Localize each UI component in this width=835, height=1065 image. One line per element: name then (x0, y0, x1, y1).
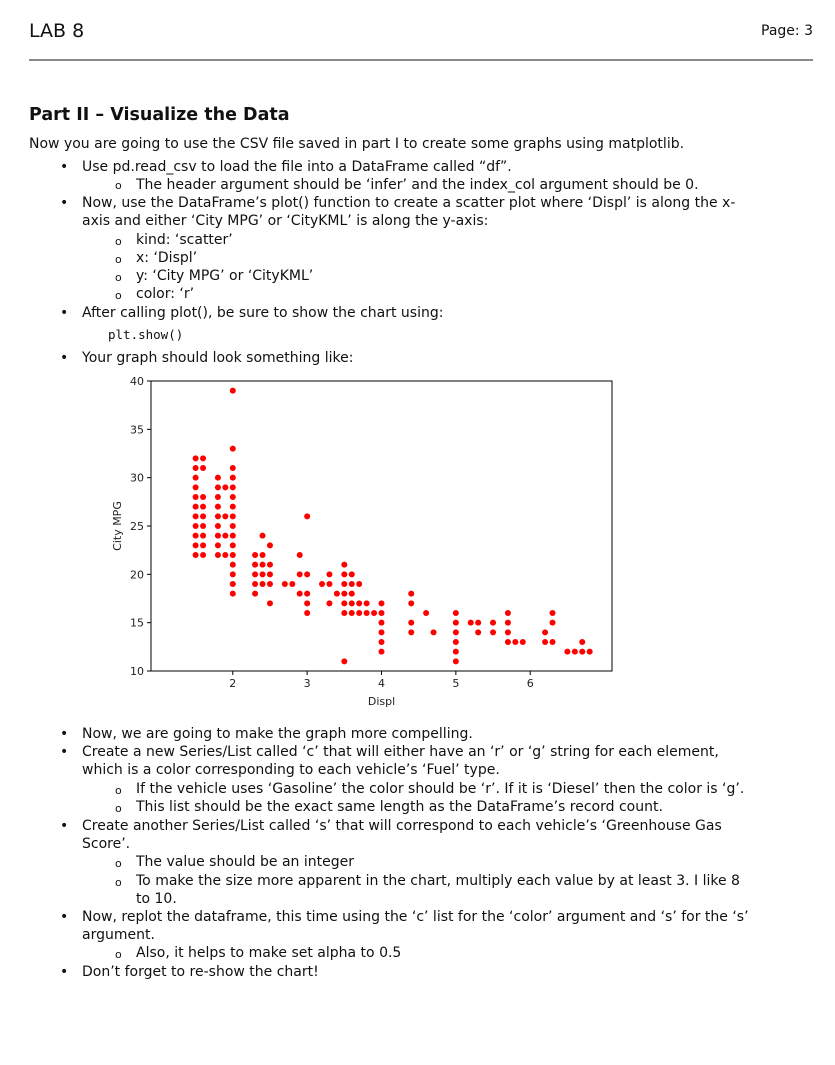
x-tick-label: 6 (526, 677, 534, 690)
data-point (252, 562, 258, 568)
data-point (326, 581, 332, 587)
data-point (579, 649, 585, 655)
data-point (542, 639, 548, 645)
data-point (341, 562, 347, 568)
data-point (230, 542, 236, 548)
data-point (215, 475, 221, 481)
data-point (379, 629, 385, 635)
data-point (326, 600, 332, 606)
data-point (193, 552, 199, 558)
x-tick-label: 5 (452, 677, 460, 690)
data-point (267, 562, 273, 568)
data-point (230, 533, 236, 539)
data-point (453, 629, 459, 635)
data-point (341, 571, 347, 577)
x-axis-label: Displ (367, 695, 396, 708)
data-point (505, 610, 511, 616)
arg-y: y: ‘City MPG’ or ‘CityKML’ (136, 268, 314, 284)
data-point (200, 542, 206, 548)
data-point (475, 620, 481, 626)
sub-bullet-marker: o (115, 289, 122, 302)
data-point (289, 581, 295, 587)
data-point (379, 600, 385, 606)
data-point (230, 475, 236, 481)
bullet-marker: • (60, 305, 69, 321)
data-point (453, 639, 459, 645)
data-point (542, 629, 548, 635)
data-point (267, 571, 273, 577)
header-title: LAB 8 (29, 20, 85, 42)
data-point (356, 610, 362, 616)
sub-bullet-marker: o (115, 179, 122, 192)
data-point (490, 629, 496, 635)
data-point (304, 571, 310, 577)
data-point (215, 542, 221, 548)
sub-bullet-marker: o (115, 857, 122, 870)
data-point (193, 475, 199, 481)
data-point (282, 581, 288, 587)
data-point (193, 542, 199, 548)
instruction-series-c-cont: which is a color corresponding to each vehicle’s ‘Fuel’ type. (82, 762, 500, 778)
data-point (379, 620, 385, 626)
instruction-gasoline: If the vehicle uses ‘Gasoline’ the color should be ‘r’. If it is ‘Diesel’ then the color is ‘g’. (136, 781, 745, 797)
data-point (490, 620, 496, 626)
arg-color: color: ‘r’ (136, 286, 195, 302)
data-point (193, 455, 199, 461)
data-point (222, 552, 228, 558)
instruction-series-c: Create a new Series/List called ‘c’ that will either have an ‘r’ or ‘g’ string for each element, (82, 744, 719, 760)
data-point (193, 513, 199, 519)
data-point (252, 581, 258, 587)
data-point (304, 513, 310, 519)
data-point (252, 591, 258, 597)
bullet-marker: • (60, 159, 69, 175)
instruction-multiply: To make the size more apparent in the chart, multiply each value by at least 3. I like 8 (136, 873, 740, 889)
section-title: Part II – Visualize the Data (29, 105, 290, 125)
data-point (230, 571, 236, 577)
data-point (215, 494, 221, 500)
data-point (408, 591, 414, 597)
data-point (356, 600, 362, 606)
data-point (200, 523, 206, 529)
data-point (230, 552, 236, 558)
data-point (408, 629, 414, 635)
data-point (222, 533, 228, 539)
data-point (564, 649, 570, 655)
instruction-series-s-cont: Score’. (82, 836, 131, 852)
data-point (304, 600, 310, 606)
instruction-graph-look: Your graph should look something like: (82, 350, 354, 366)
data-point (230, 504, 236, 510)
data-point (349, 600, 355, 606)
data-point (579, 639, 585, 645)
data-point (200, 513, 206, 519)
data-point (200, 504, 206, 510)
data-point (222, 513, 228, 519)
data-point (215, 523, 221, 529)
data-point (304, 591, 310, 597)
bullet-marker: • (60, 818, 69, 834)
data-point (260, 581, 266, 587)
data-point (215, 552, 221, 558)
instruction-plot-cont: axis and either ‘City MPG’ or ‘CityKML’ is along the y-axis: (82, 213, 489, 229)
data-point (200, 465, 206, 471)
data-point (364, 600, 370, 606)
data-point (200, 455, 206, 461)
header-divider (29, 59, 813, 61)
data-point (326, 571, 332, 577)
x-tick-label: 4 (378, 677, 385, 690)
data-point (230, 523, 236, 529)
y-tick-label: 20 (130, 568, 144, 582)
data-point (371, 610, 377, 616)
instruction-series-s: Create another Series/List called ‘s’ that will correspond to each vehicle’s ‘Greenhouse Gas (82, 818, 722, 834)
data-point (379, 610, 385, 616)
data-point (341, 610, 347, 616)
data-point (200, 552, 206, 558)
data-point (230, 494, 236, 500)
scatter-chart (105, 373, 625, 718)
data-point (572, 649, 578, 655)
sub-bullet-marker: o (115, 271, 122, 284)
data-point (453, 649, 459, 655)
data-point (550, 620, 556, 626)
data-point (550, 610, 556, 616)
instruction-replot: Now, replot the dataframe, this time using the ‘c’ list for the ‘color’ argument and ‘s’ for the ‘s’ (82, 909, 749, 925)
instruction-plot: Now, use the DataFrame’s plot() function to create a scatter plot where ‘Displ’ is along the x- (82, 195, 736, 211)
data-point (252, 571, 258, 577)
y-tick-label: 15 (130, 616, 144, 630)
data-point (193, 533, 199, 539)
data-point (252, 552, 258, 558)
data-point (267, 600, 273, 606)
bullet-marker: • (60, 744, 69, 760)
sub-bullet-marker: o (115, 253, 122, 266)
bullet-marker: • (60, 909, 69, 925)
sub-bullet-marker: o (115, 876, 122, 889)
y-tick-label: 40 (130, 375, 144, 388)
sub-bullet-marker: o (115, 802, 122, 815)
data-point (453, 620, 459, 626)
data-point (297, 571, 303, 577)
data-point (349, 581, 355, 587)
bullet-marker: • (60, 195, 69, 211)
instruction-show: After calling plot(), be sure to show the chart using: (82, 305, 444, 321)
data-point (349, 571, 355, 577)
data-point (505, 620, 511, 626)
data-point (341, 581, 347, 587)
sub-bullet-marker: o (115, 784, 122, 797)
data-point (297, 552, 303, 558)
data-point (431, 629, 437, 635)
data-point (222, 484, 228, 490)
code-plt-show: plt.show() (108, 327, 184, 342)
instruction-same-length: This list should be the exact same length as the DataFrame’s record count. (136, 799, 663, 815)
data-point (193, 523, 199, 529)
data-point (215, 484, 221, 490)
data-point (520, 639, 526, 645)
data-point (230, 484, 236, 490)
y-tick-label: 35 (130, 423, 144, 437)
arg-kind: kind: ‘scatter’ (136, 232, 233, 248)
bullet-marker: • (60, 350, 69, 366)
sub-bullet-marker: o (115, 948, 122, 961)
data-point (193, 465, 199, 471)
y-tick-label: 10 (130, 665, 144, 678)
data-point (379, 649, 385, 655)
data-point (408, 600, 414, 606)
data-point (230, 581, 236, 587)
data-point (193, 494, 199, 500)
sub-bullet-marker: o (115, 235, 122, 248)
data-point (505, 639, 511, 645)
data-point (200, 533, 206, 539)
data-point (319, 581, 325, 587)
data-point (550, 639, 556, 645)
data-point (587, 649, 593, 655)
data-point (193, 504, 199, 510)
data-point (364, 610, 370, 616)
y-tick-label: 25 (130, 520, 144, 533)
data-point (230, 513, 236, 519)
instruction-header-arg: The header argument should be ‘infer’ and the index_col argument should be 0. (136, 177, 699, 193)
intro-paragraph: Now you are going to use the CSV file saved in part I to create some graphs using matplotlib. (29, 136, 685, 152)
data-point (349, 591, 355, 597)
instruction-reshow: Don’t forget to re-show the chart! (82, 964, 319, 980)
instruction-replot-cont: argument. (82, 927, 155, 943)
data-point (334, 591, 340, 597)
data-point (356, 581, 362, 587)
data-point (341, 591, 347, 597)
data-point (260, 552, 266, 558)
instruction-multiply-cont: to 10. (136, 891, 177, 907)
data-point (512, 639, 518, 645)
data-point (230, 388, 236, 394)
data-point (215, 533, 221, 539)
data-point (423, 610, 429, 616)
data-point (260, 571, 266, 577)
data-point (230, 562, 236, 568)
data-point (304, 610, 310, 616)
instruction-integer: The value should be an integer (136, 854, 354, 870)
bullet-marker: • (60, 726, 69, 742)
data-point (230, 465, 236, 471)
data-point (468, 620, 474, 626)
instruction-compelling: Now, we are going to make the graph more compelling. (82, 726, 473, 742)
instruction-alpha: Also, it helps to make set alpha to 0.5 (136, 945, 402, 961)
data-point (267, 581, 273, 587)
data-point (260, 533, 266, 539)
data-point (215, 504, 221, 510)
y-tick-label: 30 (130, 471, 144, 485)
data-point (341, 658, 347, 664)
bullet-marker: • (60, 964, 69, 980)
data-point (267, 542, 273, 548)
data-point (379, 639, 385, 645)
data-point (193, 484, 199, 490)
instruction-read-csv: Use pd.read_csv to load the file into a DataFrame called “df”. (82, 159, 512, 175)
data-point (475, 629, 481, 635)
y-axis-label: City MPG (111, 501, 124, 551)
data-point (215, 513, 221, 519)
data-point (297, 591, 303, 597)
data-point (349, 610, 355, 616)
data-point (453, 658, 459, 664)
data-point (200, 494, 206, 500)
data-point (230, 591, 236, 597)
data-point (505, 629, 511, 635)
data-point (341, 600, 347, 606)
page-number: Page: 3 (761, 23, 813, 39)
x-tick-label: 2 (229, 677, 237, 690)
data-point (260, 562, 266, 568)
arg-x: x: ‘Displ’ (136, 250, 198, 266)
x-tick-label: 3 (303, 677, 311, 690)
data-point (408, 620, 414, 626)
data-point (230, 446, 236, 452)
data-point (453, 610, 459, 616)
